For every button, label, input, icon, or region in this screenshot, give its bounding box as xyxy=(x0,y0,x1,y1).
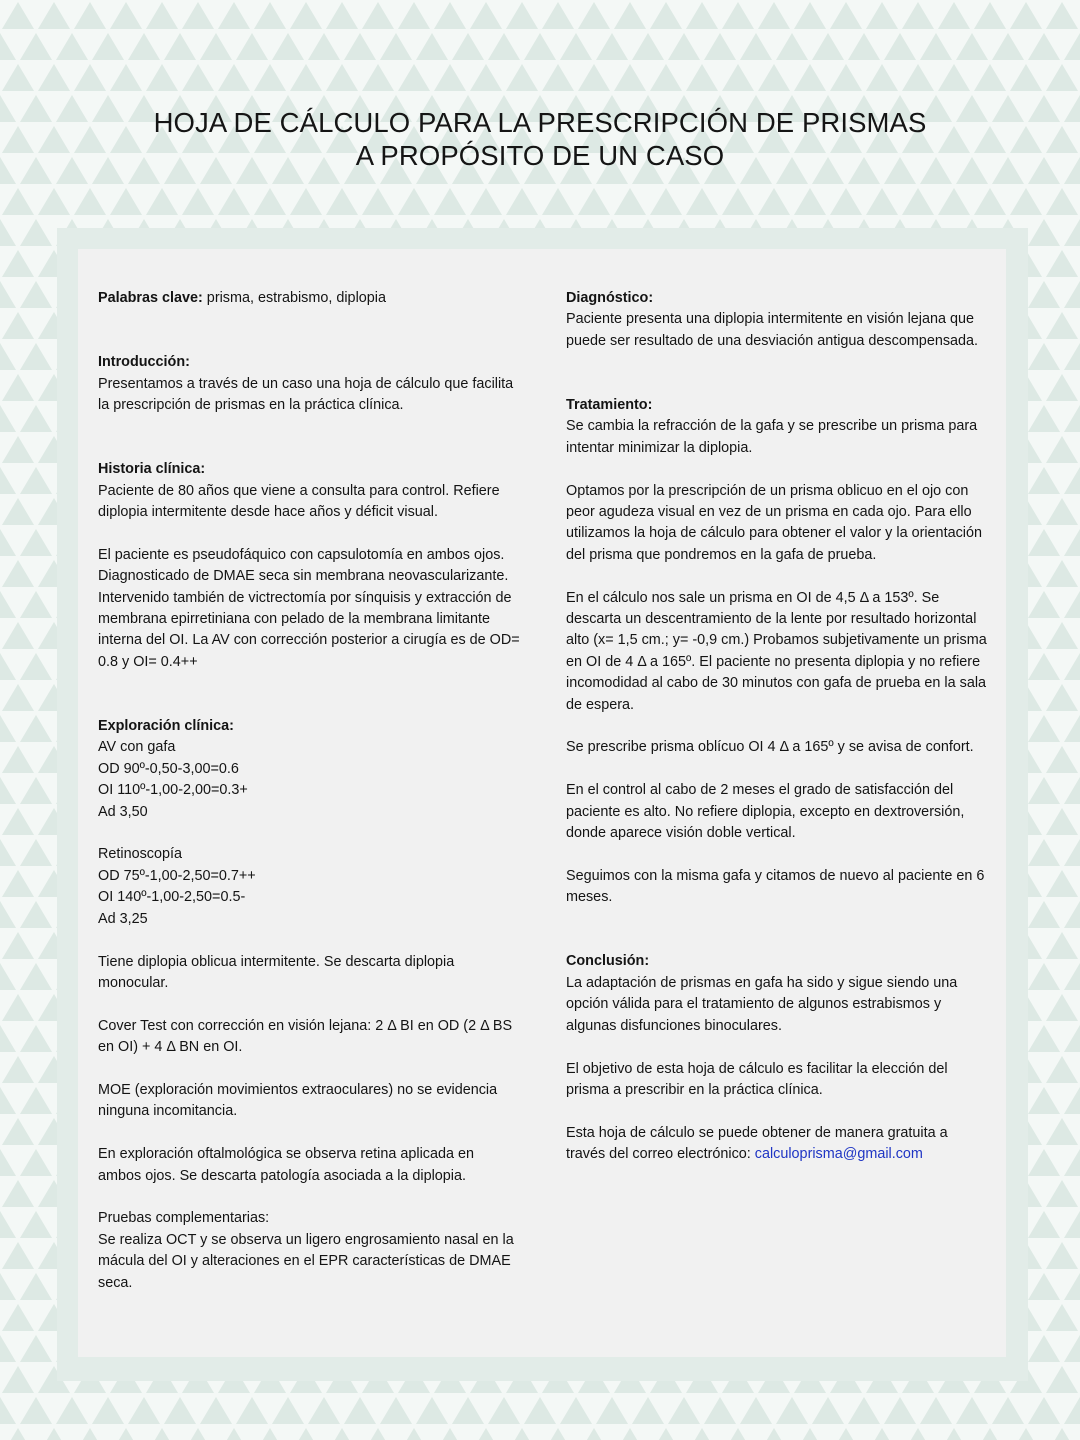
poster-title xyxy=(60,106,1020,172)
introduction-text: Presentamos a través de un caso una hoja de cálculo que facilita la prescripción de prismas en la práctica clínica. xyxy=(98,375,514,414)
complementary-tests-text: Se realiza OCT y se observa un ligero engrosamiento nasal en la mácula del OI y alteraciones en el EPR características de DMAE seca. xyxy=(98,1231,514,1291)
ophthalmology-paragraph: En exploración oftalmológica se observa retina aplicada en ambos ojos. Se descarta patología asociada a la diplopia. xyxy=(98,1146,474,1184)
keywords-text: prisma, estrabismo, diplopia xyxy=(202,290,386,306)
retinoscopy-line: OI 140º-1,00-2,50=0.5- xyxy=(98,889,246,906)
treatment-paragraph-2: Optamos por la prescripción de un prisma oblicuo en el ojo con peor agudeza visual en vez de un prisma en cada ojo. Para ello utilizamos la hoja de cálculo para obtener el valor y la orientación del prisma que pondremos en la gafa de prueba. xyxy=(566,482,982,563)
keywords-label: Palabras clave: xyxy=(98,290,203,306)
treatment-paragraph-6: Seguimos con la misma gafa y citamos de nuevo al paciente en 6 meses. xyxy=(566,867,985,906)
diagnosis-text: Paciente presenta una diplopia intermitente en visión lejana que puede ser resultado de una desviación antigua descompensada. xyxy=(566,311,979,349)
conclusion-paragraph-2: El objetivo de esta hoja de cálculo es facilitar la elección del prisma a prescribir en la práctica clínica. xyxy=(566,1060,948,1098)
treatment-paragraph-1: Se cambia la refracción de la gafa y se prescribe un prisma para intentar minimizar la diplopia. xyxy=(566,418,978,456)
av-line: OD 90º-0,50-3,00=0.6 xyxy=(98,760,239,777)
keywords-paragraph xyxy=(98,288,520,309)
conclusion-heading: Conclusión: xyxy=(566,953,650,970)
treatment-heading: Tratamiento: xyxy=(566,397,653,414)
moe-paragraph: MOE (exploración movimientos extraoculares) no se evidencia ninguna incomitancia. xyxy=(98,1081,498,1120)
history-heading: Historia clínica: xyxy=(98,461,206,478)
cover-test-paragraph: Cover Test con corrección en visión lejana: 2 Δ BI en OD (2 Δ BS en OI) + 4 Δ BN en OI. xyxy=(98,1017,513,1056)
conclusion-text: Esta hoja de cálculo se puede obtener de manera gratuita a través del correo electrónico: xyxy=(566,1124,948,1163)
introduction-heading: Introducción: xyxy=(98,354,190,371)
treatment-paragraph-4: Se prescribe prisma oblícuo OI 4 Δ a 165º y se avisa de confort. xyxy=(566,739,974,756)
retinoscopy-line: Ad 3,25 xyxy=(98,910,148,927)
history-paragraph-2: El paciente es pseudofáquico con capsulotomía en ambos ojos. Diagnosticado de DMAE seca sin membrana neovascularizante. Intervenido también de victrectomía por sínquisis y extracción de membrana epirretiniana con pelado de la membrana limitante interna del OI. La AV con corrección posterior a cirugía es de OD= 0.8 y OI= 0.4++ xyxy=(98,546,520,670)
right-column xyxy=(566,288,988,1166)
retinoscopy-line: Retinoscopía xyxy=(98,846,182,863)
complementary-tests-label: Pruebas complementarias: xyxy=(98,1210,270,1227)
left-column xyxy=(98,288,520,1294)
av-line: OI 110º-1,00-2,00=0.3+ xyxy=(98,782,248,799)
title-line-1: HOJA DE CÁLCULO PARA LA PRESCRIPCIÓN DE PRISMAS xyxy=(153,107,927,138)
email-link[interactable]: calculoprisma@gmail.com xyxy=(754,1146,923,1163)
title-line-2: A PROPÓSITO DE UN CASO xyxy=(355,140,725,171)
conclusion-paragraph-1: La adaptación de prismas en gafa ha sido y sigue siendo una opción válida para el tratamiento de algunos estrabismos y algunas disfunciones binoculares. xyxy=(566,974,958,1034)
diplopia-paragraph: Tiene diplopia oblicua intermitente. Se descarta diplopia monocular. xyxy=(98,953,455,991)
diagnosis-heading: Diagnóstico: xyxy=(566,290,654,306)
treatment-paragraph-3: En el cálculo nos sale un prisma en OI de 4,5 Δ a 153º. Se descarta un descentramiento de la lente por resultado horizontal alto (x= 1,5 cm.; y= -0,9 cm.) Probamos subjetivamente un prisma en OI de 4 Δ a 165º. El paciente no presenta diplopia y no refiere incomodidad al cabo de 30 minutos con gafa de prueba en la sala de espera. xyxy=(566,589,987,713)
conclusion-paragraph-3 xyxy=(566,1123,988,1166)
av-line: Ad 3,50 xyxy=(98,803,148,820)
retinoscopy-line: OD 75º-1,00-2,50=0.7++ xyxy=(98,867,256,884)
history-paragraph-1: Paciente de 80 años que viene a consulta para control. Refiere diplopia intermitente desde hace años y déficit visual. xyxy=(98,482,500,521)
av-line: AV con gafa xyxy=(98,739,176,756)
exam-heading: Exploración clínica: xyxy=(98,718,234,735)
treatment-paragraph-5: En el control al cabo de 2 meses el grado de satisfacción del paciente es alto. No refiere diplopia, excepto en dextroversión, donde aparece visión doble vertical. xyxy=(566,782,965,842)
